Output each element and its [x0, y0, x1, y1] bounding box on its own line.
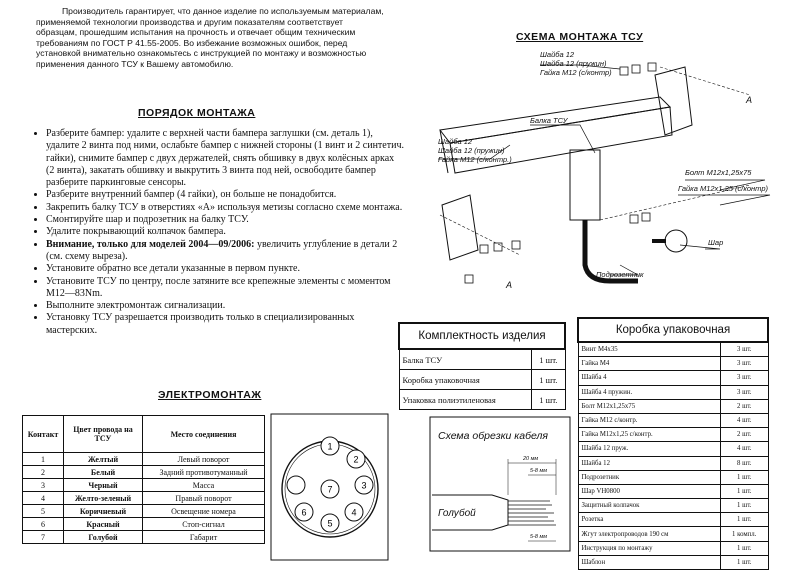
socket-pin-number: 4 — [351, 507, 357, 518]
wiring-cell-contact: 5 — [23, 505, 64, 518]
wiring-row — [23, 479, 265, 492]
box-qty: 3 шт. — [720, 342, 768, 357]
label-nut-3: Гайка М12х1,25 (с/контр) — [678, 184, 768, 193]
electro-title: ЭЛЕКТРОМОНТАЖ — [158, 389, 262, 401]
label-ball: Шар — [708, 238, 724, 247]
wiring-cell-place: Задний противотуманный — [143, 466, 265, 479]
socket-pin-diagram — [270, 413, 390, 563]
box-qty: 1 шт. — [720, 470, 768, 484]
wiring-cell-color: Белый — [64, 466, 143, 479]
box-row — [578, 513, 768, 527]
complect-item: Коробка упаковочная — [399, 370, 532, 390]
label-socket: Подрозетник — [596, 270, 644, 279]
complect-table — [398, 322, 566, 410]
box-item: Инструкция по монтажу — [578, 541, 720, 555]
wiring-cell-place: Освещение номера — [143, 505, 265, 518]
complect-qty: 1 шт. — [532, 349, 565, 370]
cable-cut-scheme — [428, 415, 573, 555]
wiring-row — [23, 466, 265, 479]
install-step — [46, 239, 404, 264]
wiring-cell-color: Коричневый — [64, 505, 143, 518]
wiring-cell-color: Голубой — [64, 531, 143, 544]
install-step-text: Закрепить балку ТСУ в отверстиях «А» используя метизы согласно схеме монтажа. — [46, 201, 403, 213]
box-row — [578, 484, 768, 498]
install-step-text: Установку ТСУ разрешается производить только в специализированных мастерских. — [46, 312, 355, 336]
cable-dim-2: 5-8 мм — [530, 468, 548, 474]
box-item: Гайка М12х1,25 с/контр. — [578, 428, 720, 442]
wiring-cell-place: Масса — [143, 479, 265, 492]
wiring-table — [22, 415, 265, 544]
complect-qty: 1 шт. — [532, 370, 565, 390]
box-row — [578, 470, 768, 484]
wiring-cell-color: Желтый — [64, 453, 143, 466]
install-step-text: увеличить углубление в детали 2 (см. схему выреза). — [46, 238, 398, 262]
label-washer-2: Шайба 12 — [438, 137, 473, 146]
label-nut-1: Гайка М12 (с/контр) — [540, 68, 612, 77]
wiring-cell-contact: 6 — [23, 518, 64, 531]
box-row — [578, 342, 768, 357]
box-qty: 3 шт. — [720, 385, 768, 399]
diagram-title: СХЕМА МОНТАЖА ТСУ — [516, 31, 644, 43]
label-washer-1: Шайба 12 — [540, 50, 575, 59]
box-item: Гайка М4 — [578, 357, 720, 371]
box-title: Коробка упаковочная — [578, 318, 768, 342]
wiring-cell-contact: 4 — [23, 492, 64, 505]
label-nut-2: Гайка М12 (с/контр.) — [438, 155, 512, 164]
label-washer-spring-1: Шайба 12 (пружин) — [540, 59, 607, 68]
box-item: Шайба 4 пружин. — [578, 385, 720, 399]
install-step-text: Установите обратно все детали указанные в первом пункте. — [46, 263, 300, 275]
wiring-header-place: Место соединения — [143, 416, 265, 453]
box-item: Шайба 12 — [578, 456, 720, 470]
wiring-row — [23, 453, 265, 466]
cable-wires — [508, 501, 556, 525]
socket-pin-number: 5 — [327, 518, 333, 529]
wiring-cell-color: Желто-зеленый — [64, 492, 143, 505]
box-row — [578, 371, 768, 385]
box-qty: 1 шт. — [720, 513, 768, 527]
wiring-cell-place: Стоп-сигнал — [143, 518, 265, 531]
box-row — [578, 413, 768, 427]
install-step — [46, 128, 404, 189]
box-row — [578, 442, 768, 456]
intro-paragraph: Производитель гарантирует, что данное изделие по используемым материалам, применяемой технологии производства и другим показателям соответствует образцам, прошедшим испытания на прочность и отвечает общим техническим требованиям по ГОСТ Р 41.55-2005. Во избежание возможных ошибок, перед установкой внимательно ознакомьтесь с инструкцией по монтажу и возможностью применения данного ТСУ к Вашему автомобилю. — [36, 6, 384, 69]
install-step — [46, 276, 404, 301]
box-qty: 1 шт. — [720, 484, 768, 498]
box-item: Жгут электропроводов 190 см — [578, 527, 720, 541]
socket-pin-number: 7 — [327, 484, 333, 495]
box-item: Защитный колпачок — [578, 499, 720, 513]
box-qty: 3 шт. — [720, 371, 768, 385]
install-title: ПОРЯДОК МОНТАЖА — [138, 107, 256, 119]
wiring-cell-contact: 2 — [23, 466, 64, 479]
box-qty: 1 компл. — [720, 527, 768, 541]
label-washer-spring-2: Шайба 12 (пружин) — [438, 146, 505, 155]
box-row — [578, 555, 768, 569]
wiring-cell-color: Красный — [64, 518, 143, 531]
wiring-header-contact: Контакт — [23, 416, 64, 453]
box-qty: 8 шт. — [720, 456, 768, 470]
box-qty: 3 шт. — [720, 357, 768, 371]
wiring-row — [23, 518, 265, 531]
wiring-cell-contact: 3 — [23, 479, 64, 492]
wiring-cell-place: Правый поворот — [143, 492, 265, 505]
label-bolt: Болт М12х1,25х75 — [685, 168, 752, 177]
install-step-text: Смонтируйте шар и подрозетник на балку ТСУ. — [46, 214, 249, 226]
box-qty: 1 шт. — [720, 541, 768, 555]
cable-dim-1: 20 мм — [523, 456, 539, 462]
box-qty: 4 шт. — [720, 413, 768, 427]
install-step-text: Разберите внутренний бампер (4 гайки), он больше не понадобится. — [46, 189, 337, 201]
box-row — [578, 357, 768, 371]
box-item: Гайка М12 с/контр. — [578, 413, 720, 427]
wiring-cell-contact: 7 — [23, 531, 64, 544]
install-step-warning: Внимание, только для моделей 2004—09/2006: — [46, 238, 255, 250]
label-beam: Балка ТСУ — [530, 116, 568, 125]
install-step — [46, 189, 404, 201]
wiring-row — [23, 531, 265, 544]
box-item: Розетка — [578, 513, 720, 527]
box-qty: 2 шт. — [720, 428, 768, 442]
complect-row — [399, 349, 565, 370]
wiring-cell-contact: 1 — [23, 453, 64, 466]
box-item: Шаблон — [578, 555, 720, 569]
box-qty: 2 шт. — [720, 399, 768, 413]
box-item: Шар VH0800 — [578, 484, 720, 498]
install-step — [46, 312, 404, 337]
assembly-diagram — [420, 45, 780, 305]
box-qty: 1 шт. — [720, 555, 768, 569]
install-step — [46, 226, 404, 238]
intro-text — [36, 6, 386, 70]
complect-item: Балка ТСУ — [399, 349, 532, 370]
box-qty: 4 шт. — [720, 442, 768, 456]
socket-pin-number: 2 — [353, 454, 359, 465]
box-row — [578, 428, 768, 442]
wiring-cell-place: Габарит — [143, 531, 265, 544]
box-row — [578, 399, 768, 413]
box-row — [578, 499, 768, 513]
box-item: Подрозетник — [578, 470, 720, 484]
install-step — [46, 202, 404, 214]
wiring-cell-color: Черный — [64, 479, 143, 492]
wiring-row — [23, 492, 265, 505]
complect-qty: 1 шт. — [532, 390, 565, 410]
box-item: Винт М4х35 — [578, 342, 720, 357]
install-step — [46, 300, 404, 312]
box-item: Шайба 12 пруж. — [578, 442, 720, 456]
wiring-row — [23, 505, 265, 518]
cable-dim-3: 5-8 мм — [530, 534, 548, 540]
install-step — [46, 263, 404, 275]
install-step-text: Выполните электромонтаж сигнализации. — [46, 300, 226, 312]
install-steps — [30, 128, 404, 337]
complect-item: Упаковка полиэтиленовая — [399, 390, 532, 410]
box-qty: 1 шт. — [720, 499, 768, 513]
install-step-text: Установите ТСУ по центру, после затяните все крепежные элементы с моментом М12—83Nm. — [46, 275, 391, 299]
box-row — [578, 527, 768, 541]
fasteners — [465, 63, 656, 283]
box-row — [578, 385, 768, 399]
box-contents-table — [577, 317, 769, 570]
cable-title: Схема обрезки кабеля — [438, 430, 549, 442]
box-item: Шайба 4 — [578, 371, 720, 385]
box-row — [578, 541, 768, 555]
wiring-cell-place: Левый поворот — [143, 453, 265, 466]
cable-color-label: Голубой — [438, 508, 476, 519]
label-a-2: А — [506, 280, 513, 290]
install-step-text: Удалите покрывающий колпачок бампера. — [46, 226, 226, 238]
box-item: Болт М12х1,25х75 — [578, 399, 720, 413]
socket-pin-number: 3 — [361, 480, 367, 491]
label-a-1: А — [746, 95, 753, 105]
socket-pin-number: 6 — [301, 507, 307, 518]
socket-pin-number: 1 — [327, 441, 333, 452]
complect-row — [399, 390, 565, 410]
box-row — [578, 456, 768, 470]
socket-pin-slot — [287, 476, 305, 494]
install-step-text: Разберите бампер: удалите с верхней части бампера заглушки (см. деталь 1), удалите 2 винта под ними, ослабьте бампер с нижней стороны (1 винт и 2 синтетич. гайки), снимите бампер с двух держателей, снять обшивку в двух колёсных арках (2 винта), закатать обшивку и выкрутить 3 винта под ней, освободите бампер разберите паркинговые сенсоры. — [46, 128, 404, 189]
install-step — [46, 214, 404, 226]
complect-title: Комплектность изделия — [399, 323, 565, 349]
complect-row — [399, 370, 565, 390]
wiring-header-color: Цвет провода на ТСУ — [64, 416, 143, 453]
